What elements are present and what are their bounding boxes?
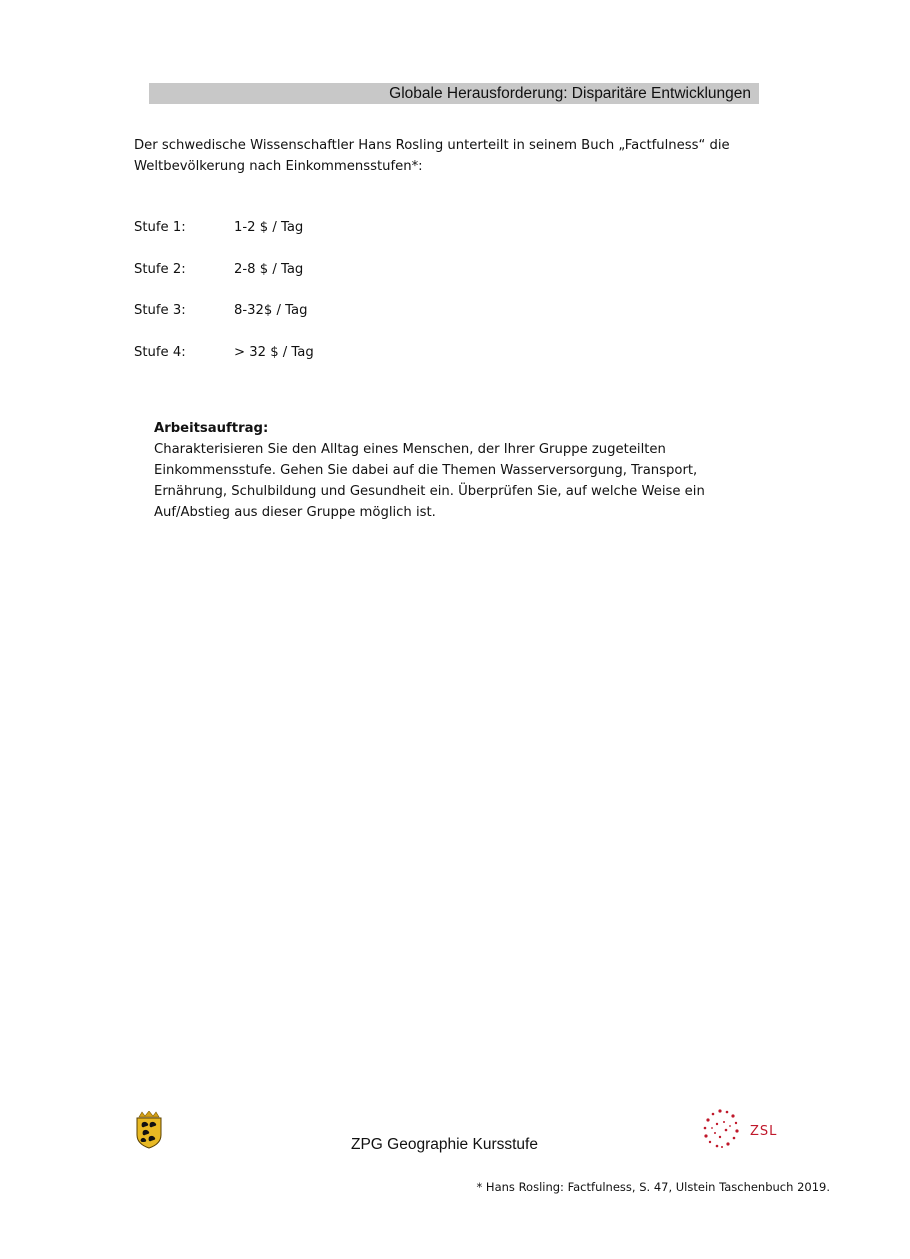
- footer-title: ZPG Geographie Kursstufe: [351, 1136, 538, 1153]
- income-level-value: 8-32$ / Tag: [234, 303, 308, 318]
- task-text: Charakterisieren Sie den Alltag eines Menschen, der Ihrer Gruppe zugeteilten Einkommensstufe. Gehen Sie dabei auf die Themen Wasserversorgung, Transport, Ernährung, Schulbildung und Gesundheit ein. Überprüfen Sie, auf welche Weise ein Auf/Abstieg aus dieser Gruppe möglich ist.: [154, 442, 705, 520]
- income-level-value: > 32 $ / Tag: [234, 344, 314, 360]
- income-level-value: 2-8 $ / Tag: [234, 261, 304, 277]
- income-level-label: Stufe 3:: [134, 303, 186, 318]
- zsl-dots-icon: [700, 1107, 748, 1153]
- income-level-label: Stufe 2:: [134, 261, 186, 277]
- coat-of-arms-icon: [135, 1111, 163, 1149]
- income-level-label: Stufe 1:: [134, 220, 186, 235]
- income-level-label: Stufe 4:: [134, 344, 186, 360]
- header-bar: [149, 83, 759, 104]
- zsl-logo-text: ZSL: [750, 1124, 778, 1139]
- task-block: [154, 418, 754, 523]
- task-heading: Arbeitsauftrag:: [154, 421, 269, 436]
- footnote: * Hans Rosling: Factfulness, S. 47, Ulstein Taschenbuch 2019.: [476, 1180, 830, 1194]
- intro-paragraph: Der schwedische Wissenschaftler Hans Rosling unterteilt in seinem Buch „Factfulness“ die Weltbevölkerung nach Einkommensstufen*:: [134, 138, 730, 174]
- income-level-value: 1-2 $ / Tag: [234, 220, 304, 235]
- page-title: Globale Herausforderung: Disparitäre Entwicklungen: [389, 85, 751, 102]
- zsl-logo: [700, 1107, 780, 1153]
